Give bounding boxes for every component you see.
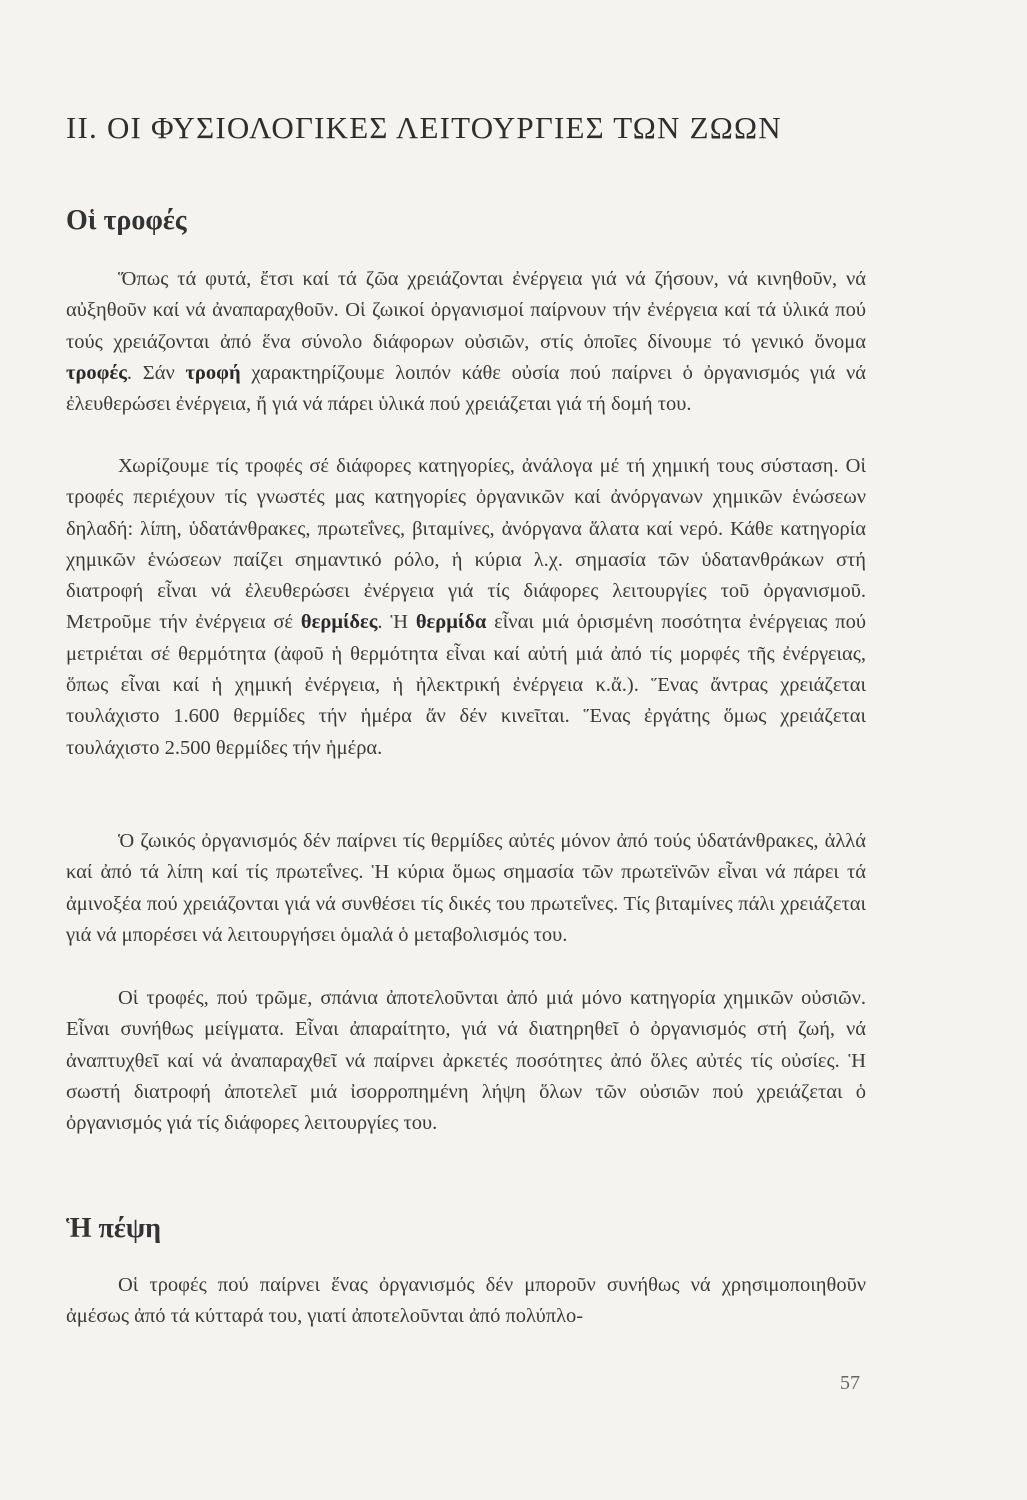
bold-term-thermida: θερμίδα [415,611,487,634]
chapter-title: II. ΟΙ ΦΥΣΙΟΛΟΓΙΚΕΣ ΛΕΙΤΟΥΡΓΙΕΣ ΤΩΝ ΖΩΩΝ [66,110,782,145]
section-heading-trofes: Οἱ τροφές [66,205,187,236]
section-heading-pepsi: Ἡ πέψη [66,1213,162,1244]
text-span: . Ἡ [377,611,416,634]
bold-term-thermides: θερμίδες [300,611,378,634]
page-number: 57 [840,1372,860,1394]
text-span: χαρακτηρίζουμε λοιπόν κάθε οὐσία πού παίρνει ὁ ὀργανισμός γιά νά ἐλευθερώσει ἐνέργεια, ἤ γιά νά πάρει ὑλικά πού χρειάζεται γιά τή δομή του. [66,361,866,416]
text-span: Ὅπως τά φυτά, ἔτσι καί τά ζῶα χρειάζονται ἐνέργεια γιά νά ζήσουν, νά κινηθοῦν, νά αὐξηθοῦν καί νά ἀναπαραχθοῦν. Οἱ ζωικοί ὀργανισμοί παίρνουν τήν ἐνέργεια καί τά ὑλικά πού τούς χρειάζονται ἀπό ἕνα σύνολο διάφορων οὐσιῶν, στίς ὁποῖες δίνουμε τό γενικό ὄνομα [66,268,866,353]
paragraph-5: Οἱ τροφές πού παίρνει ἕνας ὀργανισμός δέν μποροῦν συνήθως νά χρησιμοποιηθοῦν ἀμέσως ἀπό τά κύτταρά του, γιατί ἀποτελοῦνται ἀπό πολύπλο- [66,1274,866,1328]
paragraph-3: Ὁ ζωικός ὀργανισμός δέν παίρνει τίς θερμίδες αὐτές μόνον ἀπό τούς ὑδατάνθρακες, ἀλλά καί ἀπό τά λίπη καί τίς πρωτεΐνες. Ἡ κύρια ὅμως σημασία τῶν πρωτεϊνῶν εἶναι νά πάρει τά ἀμινοξέα πού χρειάζονται γιά νά συνθέσει τίς δικές του πρωτεΐνες. Τίς βιταμίνες πάλι χρειάζεται γιά νά μπορέσει νά λειτουργήσει ὁμαλά ὁ μεταβολισμός του. [66,830,866,946]
text-span: εἶναι μιά ὁρισμένη ποσότητα ἐνέργειας πού μετριέται σέ θερμότητα (ἀφοῦ ἡ θερμότητα εἶναι καί αὐτή μιά ἀπό τίς μορφές τῆς ἐνέργειας, ὅπως εἶναι καί ἡ χημική ἐνέργεια, ἡ ἠλεκτρική ἐνέργεια κ.ἄ.). Ἕνας ἄντρας χρειάζεται τουλάχιστο 1.600 θερμίδες τήν ἡμέρα ἄν δέν κινεῖται. Ἕνας ἐργάτης ὅμως χρειάζεται τουλάχιστο 2.500 θερμίδες τήν ἡμέρα. [66,611,866,759]
paragraph-1 [66,264,866,420]
bold-term-trofi: τροφή [185,361,241,384]
paragraph-2 [66,451,866,764]
text-span: . Σάν [126,361,186,384]
text-span: Χωρίζουμε τίς τροφές σέ διάφορες κατηγορίες, ἀνάλογα μέ τή χημική τους σύσταση. Οἱ τροφές περιέχουν τίς γνωστές μας κατηγορίες ὀργανικῶν καί ἀνόργανων χημικῶν ἑνώσεων δηλαδή: λίπη, ὑδατάνθρακες, πρωτεΐνες, βιταμίνες, ἀνόργανα ἅλατα καί νερό. Κάθε κατηγορία χημικῶν ἑνώσεων παίζει σημαντικό ρόλο, ἡ κύρια λ.χ. σημασία τῶν ὑδατανθράκων στή διατροφή εἶναι νά ἐλευθερώσει ἐνέργεια γιά τίς διάφορες λειτουργίες τοῦ ὀργανισμοῦ. Μετροῦμε τήν ἐνέργεια σέ [66,455,866,634]
bold-term-trofes: τροφές [66,361,127,384]
paragraph-4: Οἱ τροφές, πού τρῶμε, σπάνια ἀποτελοῦνται ἀπό μιά μόνο κατηγορία χημικῶν οὐσιῶν. Εἶναι συνήθως μείγματα. Εἶναι ἀπαραίτητο, γιά νά διατηρηθεῖ ὁ ὀργανισμός στή ζωή, νά ἀναπτυχθεῖ καί νά ἀναπαραχθεῖ νά παίρνει ἀρκετές ποσότητες ἀπό ὅλες αὐτές τίς οὐσίες. Ἡ σωστή διατροφή ἀποτελεῖ μιά ἰσορροπημένη λήψη ὅλων τῶν οὐσιῶν πού χρειάζεται ὁ ὀργανισμός γιά τίς διάφορες λειτουργίες του. [66,987,866,1135]
